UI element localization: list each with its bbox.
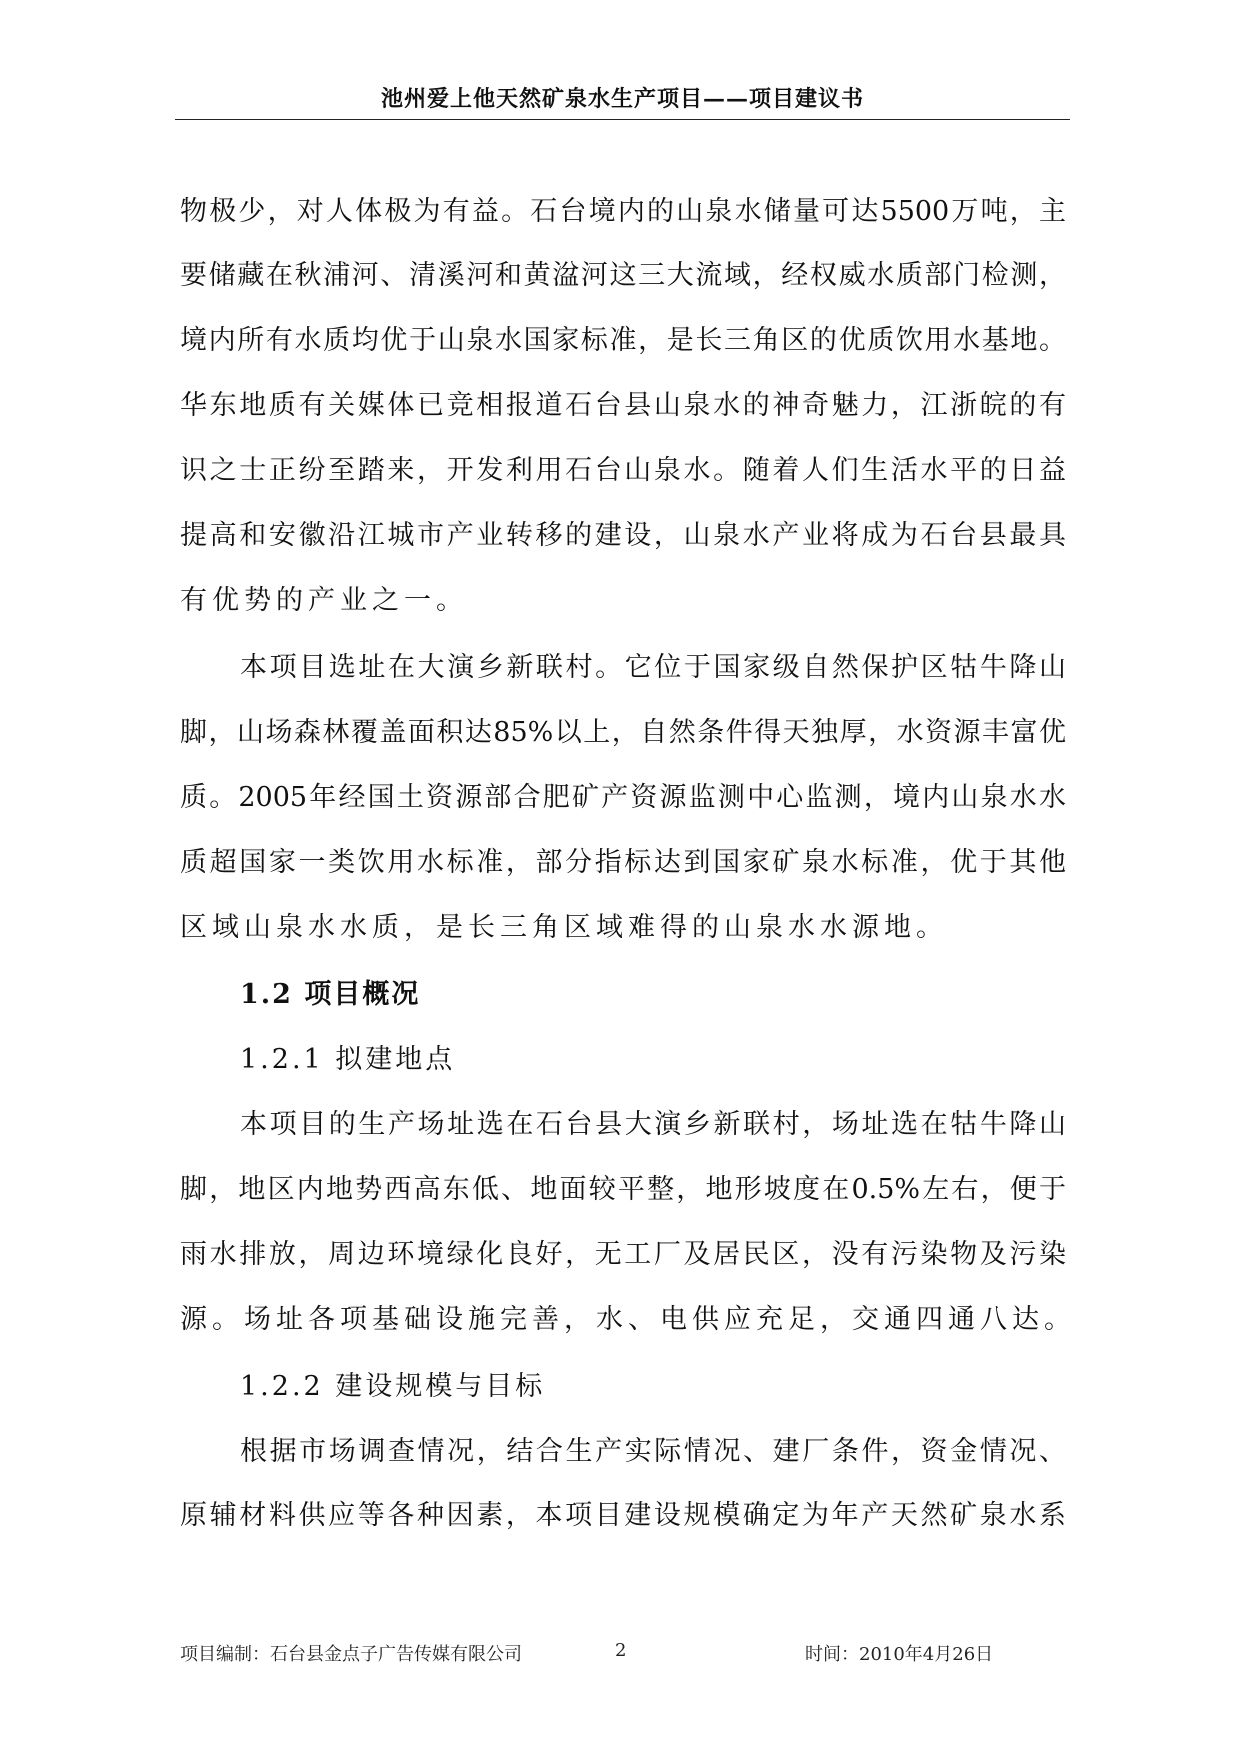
paragraph-line: 脚，山场森林覆盖面积达85%以上，自然条件得天独厚，水资源丰富优 <box>180 717 1066 748</box>
paragraph-line: 物极少，对人体极为有益。石台境内的山泉水储量可达5500万吨，主 <box>180 196 1066 227</box>
footer-date: 时间：2010年4月26日 <box>805 1644 994 1665</box>
paragraph-line: 本项目选址在大演乡新联村。它位于国家级自然保护区牯牛降山 <box>240 652 1066 683</box>
subsection-heading: 1.2.2 建设规模与目标 <box>240 1371 546 1402</box>
page-number: 2 <box>615 1640 627 1661</box>
paragraph-line: 质。2005年经国土资源部合肥矿产资源监测中心监测，境内山泉水水 <box>180 782 1066 813</box>
document-title: 池州爱上他天然矿泉水生产项目——项目建议书 <box>380 86 864 112</box>
paragraph-line: 境内所有水质均优于山泉水国家标准，是长三角区的优质饮用水基地。 <box>180 325 1066 356</box>
paragraph-line: 有优势的产业之一。 <box>180 585 468 616</box>
paragraph-line: 根据市场调查情况，结合生产实际情况、建厂条件，资金情况、 <box>240 1436 1066 1467</box>
paragraph-line: 要储藏在秋浦河、清溪河和黄湓河这三大流域，经权威水质部门检测， <box>180 260 1066 291</box>
paragraph-line: 源。场址各项基础设施完善，水、电供应充足，交通四通八达。 <box>180 1304 1076 1335</box>
paragraph-line: 脚，地区内地势西高东低、地面较平整，地形坡度在0.5%左右，便于 <box>180 1174 1066 1205</box>
paragraph-line: 雨水排放，周边环境绿化良好，无工厂及居民区，没有污染物及污染 <box>180 1239 1066 1270</box>
subsection-heading: 1.2.1 拟建地点 <box>240 1044 456 1075</box>
paragraph-line: 质超国家一类饮用水标准，部分指标达到国家矿泉水标准，优于其他 <box>180 847 1066 878</box>
paragraph-line: 提高和安徽沿江城市产业转移的建设，山泉水产业将成为石台县最具 <box>180 520 1066 551</box>
paragraph-line: 原辅材料供应等各种因素，本项目建设规模确定为年产天然矿泉水系 <box>180 1500 1066 1531</box>
header-divider <box>175 119 1070 120</box>
paragraph-line: 识之士正纷至踏来，开发利用石台山泉水。随着人们生活水平的日益 <box>180 455 1066 486</box>
section-heading: 1.2 项目概况 <box>240 979 421 1010</box>
paragraph-line: 本项目的生产场址选在石台县大演乡新联村，场址选在牯牛降山 <box>240 1109 1066 1140</box>
paragraph-line: 区域山泉水水质，是长三角区域难得的山泉水水源地。 <box>180 912 948 943</box>
footer-compiler: 项目编制：石台县金点子广告传媒有限公司 <box>180 1644 522 1665</box>
paragraph-line: 华东地质有关媒体已竞相报道石台县山泉水的神奇魅力，江浙皖的有 <box>180 390 1066 421</box>
